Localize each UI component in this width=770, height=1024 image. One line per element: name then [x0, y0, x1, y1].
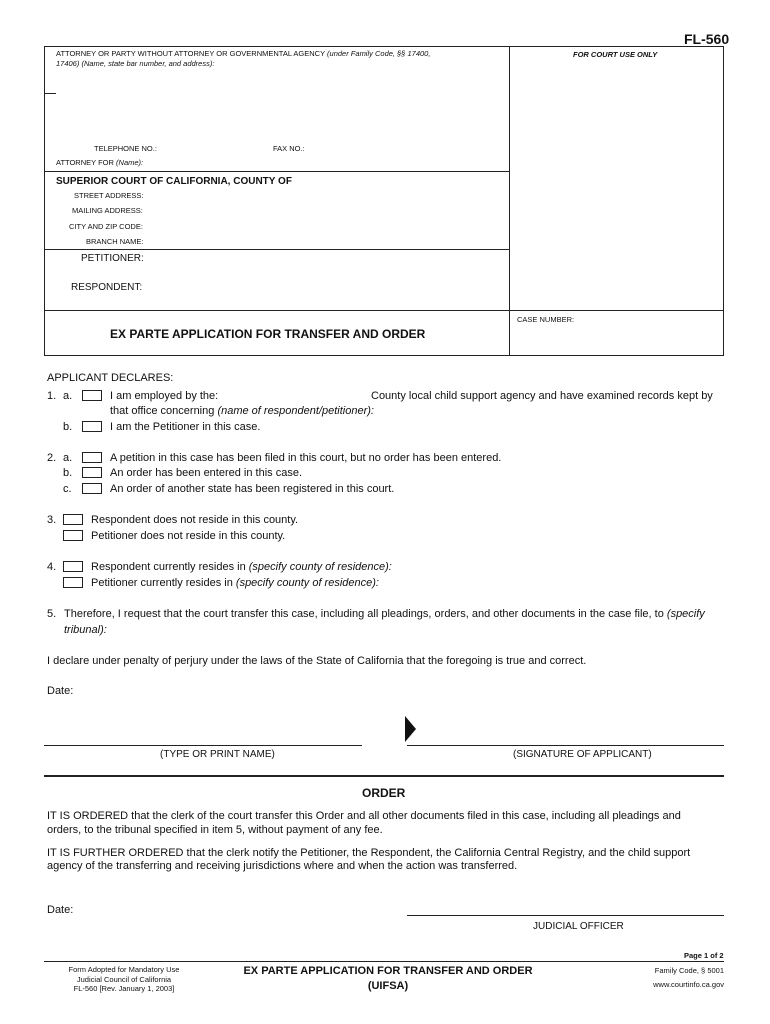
tribunal-input[interactable]	[120, 622, 724, 638]
item-1b-letter: b.	[63, 421, 73, 433]
order-paragraph-1b: orders, to the tribunal specified in item 5, without payment of any fee.	[47, 824, 383, 836]
order-paragraph-1a: IT IS ORDERED that the clerk of the court transfer this Order and all other documents filed in this case, including all pleadings and	[47, 810, 681, 822]
attorney-info-input[interactable]	[56, 72, 500, 136]
attorney-label: ATTORNEY OR PARTY WITHOUT ATTORNEY OR GOVERNMENTAL AGENCY (under Family Code, §§ 17400, 17406) (Name, state bar number, and address):	[56, 49, 431, 68]
item-2a-text: A petition in this case has been filed in this court, but no order has been entered.	[110, 452, 502, 464]
item-1-number: 1.	[47, 390, 57, 402]
case-number-label: CASE NUMBER:	[517, 315, 575, 324]
order-divider	[44, 775, 724, 777]
item-2a-letter: a.	[63, 452, 73, 464]
item-1a-text: I am employed by the:	[110, 390, 219, 402]
judicial-officer-input[interactable]	[410, 898, 726, 916]
telephone-label: TELEPHONE NO.:	[94, 144, 157, 153]
item-5-spec: tribunal):	[64, 624, 107, 636]
applicant-declares: APPLICANT DECLARES:	[47, 372, 174, 384]
order-title: ORDER	[362, 786, 406, 800]
branch-input[interactable]	[148, 234, 502, 249]
court-title: SUPERIOR COURT OF CALIFORNIA, COUNTY OF	[56, 176, 292, 187]
name-line	[44, 745, 362, 746]
date-label: Date:	[47, 685, 74, 697]
petitioner-input[interactable]	[150, 250, 504, 268]
signature-input[interactable]	[410, 728, 726, 746]
street-label: STREET ADDRESS:	[74, 191, 144, 200]
item-4-text2: Petitioner currently resides in (specify county of residence):	[91, 577, 379, 589]
item-2-number: 2.	[47, 452, 57, 464]
page-number: Page 1 of 2	[684, 951, 724, 960]
item-1b-text: I am the Petitioner in this case.	[110, 421, 261, 433]
item-2c-letter: c.	[63, 483, 72, 495]
item-2c-checkbox[interactable]	[82, 483, 102, 494]
divider-court	[44, 171, 509, 172]
petitioner-label: PETITIONER:	[81, 253, 144, 264]
order-date-label: Date:	[47, 904, 74, 916]
item-2b-checkbox[interactable]	[82, 467, 102, 478]
type-name-caption: (TYPE OR PRINT NAME)	[160, 749, 275, 760]
item-2b-letter: b.	[63, 467, 73, 479]
petitioner-county-input[interactable]	[392, 575, 722, 591]
attorney-for-input[interactable]	[150, 154, 494, 170]
item-4-respondent-checkbox[interactable]	[63, 561, 83, 572]
item-2a-checkbox[interactable]	[82, 452, 102, 463]
footer-subtitle: (UIFSA)	[367, 980, 409, 992]
order-date-input[interactable]	[82, 902, 286, 918]
item-4-number: 4.	[47, 561, 57, 573]
item-1a-letter: a.	[63, 390, 73, 402]
signature-caption: (SIGNATURE OF APPLICANT)	[513, 749, 652, 760]
order-paragraph-2b: agency of the transferring and receiving jurisdictions where and when the action was transferred.	[47, 860, 518, 872]
city-input[interactable]	[148, 219, 502, 234]
city-label: CITY AND ZIP CODE:	[69, 222, 143, 231]
form-title: EX PARTE APPLICATION FOR TRANSFER AND ORDER	[110, 327, 426, 341]
item-4-petitioner-checkbox[interactable]	[63, 577, 83, 588]
divider-title	[44, 310, 724, 311]
margin-mark	[44, 93, 56, 94]
item-3-respondent-checkbox[interactable]	[63, 514, 83, 525]
footer-divider	[44, 961, 724, 962]
item-5-text: Therefore, I request that the court transfer this case, including all pleadings, orders, and other documents in the case file, to (specify	[64, 608, 705, 620]
item-1a-text3: that office concerning (name of respondent/petitioner):	[110, 405, 374, 417]
branch-label: BRANCH NAME:	[86, 237, 144, 246]
date-input[interactable]	[82, 683, 286, 699]
county-agency-input[interactable]	[226, 388, 370, 404]
respondent-input[interactable]	[150, 279, 504, 297]
judicial-officer-line	[407, 915, 724, 916]
street-input[interactable]	[148, 188, 502, 203]
perjury-statement: I declare under penalty of perjury under the laws of the State of California that the foregoing is true and correct.	[47, 655, 587, 667]
attorney-for-label: ATTORNEY FOR (Name):	[56, 158, 144, 167]
adoption-note: Form Adopted for Mandatory Use Judicial Council of California FL-560 [Rev. January 1, 2003]	[68, 965, 180, 993]
judicial-officer-caption: JUDICIAL OFFICER	[533, 921, 624, 932]
item-1a-checkbox[interactable]	[82, 390, 102, 401]
mailing-input[interactable]	[148, 203, 502, 218]
item-3-number: 3.	[47, 514, 57, 526]
respondent-county-input[interactable]	[408, 559, 722, 575]
type-name-input[interactable]	[47, 728, 363, 746]
court-use-label: FOR COURT USE ONLY	[573, 50, 658, 59]
fax-label: FAX NO.:	[273, 144, 305, 153]
family-code-ref: Family Code, § 5001	[654, 966, 724, 975]
item-2c-text: An order of another state has been registered in this court.	[110, 483, 395, 495]
item-1b-checkbox[interactable]	[82, 421, 102, 432]
item-3-text2: Petitioner does not reside in this county.	[91, 530, 286, 542]
courtinfo-url: www.courtinfo.ca.gov	[653, 980, 724, 989]
signature-line	[407, 745, 724, 746]
mailing-label: MAILING ADDRESS:	[72, 206, 143, 215]
form-id: FL-560	[684, 31, 730, 47]
footer-title: EX PARTE APPLICATION FOR TRANSFER AND ORDER	[243, 965, 533, 977]
item-3-text1: Respondent does not reside in this county.	[91, 514, 299, 526]
item-5-number: 5.	[47, 608, 57, 620]
item-4-text1: Respondent currently resides in (specify county of residence):	[91, 561, 392, 573]
item-2b-text: An order has been entered in this case.	[110, 467, 303, 479]
order-paragraph-2a: IT IS FURTHER ORDERED that the clerk notify the Petitioner, the Respondent, the California Central Registry, and the child support	[47, 847, 691, 859]
item-1a-text2: County local child support agency and have examined records kept by	[371, 390, 713, 402]
respondent-petitioner-name-input[interactable]	[388, 403, 722, 419]
respondent-label: RESPONDENT:	[71, 282, 143, 293]
case-number-input[interactable]	[517, 326, 721, 350]
item-3-petitioner-checkbox[interactable]	[63, 530, 83, 541]
